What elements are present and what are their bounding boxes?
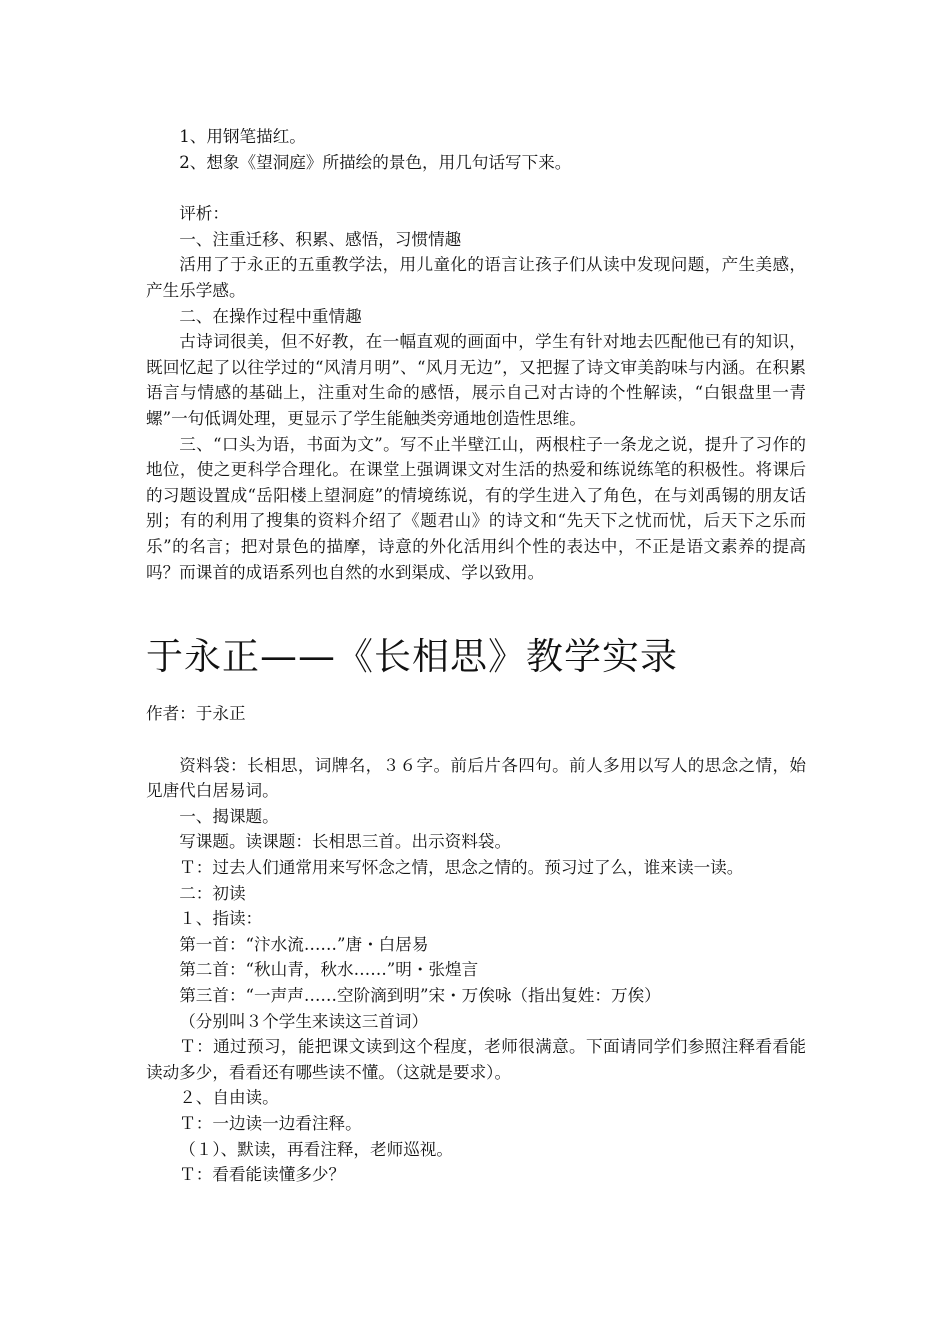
analysis-point-1-body: 活用了于永正的五重教学法，用儿童化的语言让孩子们从读中发现问题，产生美感，产生乐学感。 (146, 255, 806, 300)
article-author: 作者：于永正 (146, 704, 246, 724)
spacer (146, 585, 806, 633)
page-content (146, 124, 806, 1188)
article-paragraph: 第三首：“一声声……空阶滴到明”宋・万俟咏（指出复姓：万俟） (179, 986, 661, 1006)
analysis-point-2-body: 古诗词很美，但不好教，在一幅直观的画面中，学生有针对地去匹配他已有的知识，既回忆起了以往学过的“风清月明”、“风月无边”，又把握了诗文审美韵味与内涵。在积累语言与情感的基础上，注重对生命的感悟，展示自己对古诗的个性解读，“白银盘里一青螺”一句低调处理，更显示了学生能触类旁通地创造性思维。 (146, 332, 806, 428)
article-paragraph: 二：初读 (179, 883, 246, 903)
article-paragraph: 第二首：“秋山青，秋水……”明・张煌言 (179, 960, 479, 980)
article-paragraph: ２、自由读。 (179, 1088, 279, 1108)
analysis-point-1-heading: 一、注重迁移、积累、感悟，习惯情趣 (179, 229, 462, 249)
article-paragraph: 资料袋：长相思，词牌名，３６字。前后片各四句。前人多用以写人的思念之情，始见唐代白居易词。 (146, 755, 806, 801)
article-paragraph: Ｔ：看看能读懂多少？ (179, 1165, 346, 1185)
article-paragraph: １、指读： (179, 909, 263, 929)
article-paragraph: Ｔ：一边读一边看注释。 (179, 1114, 362, 1133)
article-paragraph: 写课题。读课题：长相思三首。出示资料袋。 (179, 832, 512, 852)
exercise-1: 1、用钢笔描红。 (179, 127, 306, 146)
article-paragraph: 一、揭课题。 (179, 806, 279, 826)
article-paragraph: Ｔ：通过预习，能把课文读到这个程度，老师很满意。下面请同学们参照注释看看能读动多少，看看还有哪些读不懂。（这就是要求）。 (146, 1037, 806, 1082)
analysis-point-3-body: 三、“口头为语，书面为文”。写不止半壁江山，两根柱子一条龙之说，提升了习作的地位，使之更科学合理化。在课堂上强调课文对生活的热爱和练说练笔的积极性。将课后的习题设置成“岳阳楼上望洞庭”的情境练说，有的学生进入了角色，在与刘禹锡的朋友话别；有的利用了搜集的资料介绍了《题君山》的诗文和“先天下之忧而忧，后天下之乐而乐”的名言；把对景色的描摩，诗意的外化活用纠个性的表达中，不正是语文素养的提高吗？而课首的成语系列也自然的水到渠成、学以致用。 (146, 434, 806, 582)
exercise-2: 2、想象《望洞庭》所描绘的景色，用几句话写下来。 (179, 152, 572, 172)
spacer (146, 681, 806, 701)
article-paragraph: （分别叫３个学生来读这三首词） (179, 1011, 429, 1031)
article-paragraph: 第一首：“汴水流……”唐・白居易 (179, 934, 429, 954)
analysis-label: 评析： (179, 204, 229, 224)
article-paragraph: Ｔ：过去人们通常用来写怀念之情，思念之情的。预习过了么，谁来读一读。 (179, 858, 744, 878)
article-paragraph: （１）、默读，再看注释，老师巡视。 (179, 1139, 453, 1159)
spacer (146, 175, 806, 201)
analysis-point-2-heading: 二、在操作过程中重情趣 (179, 306, 362, 326)
article-title: 于永正——《长相思》教学实录 (146, 635, 678, 679)
spacer (146, 727, 806, 753)
